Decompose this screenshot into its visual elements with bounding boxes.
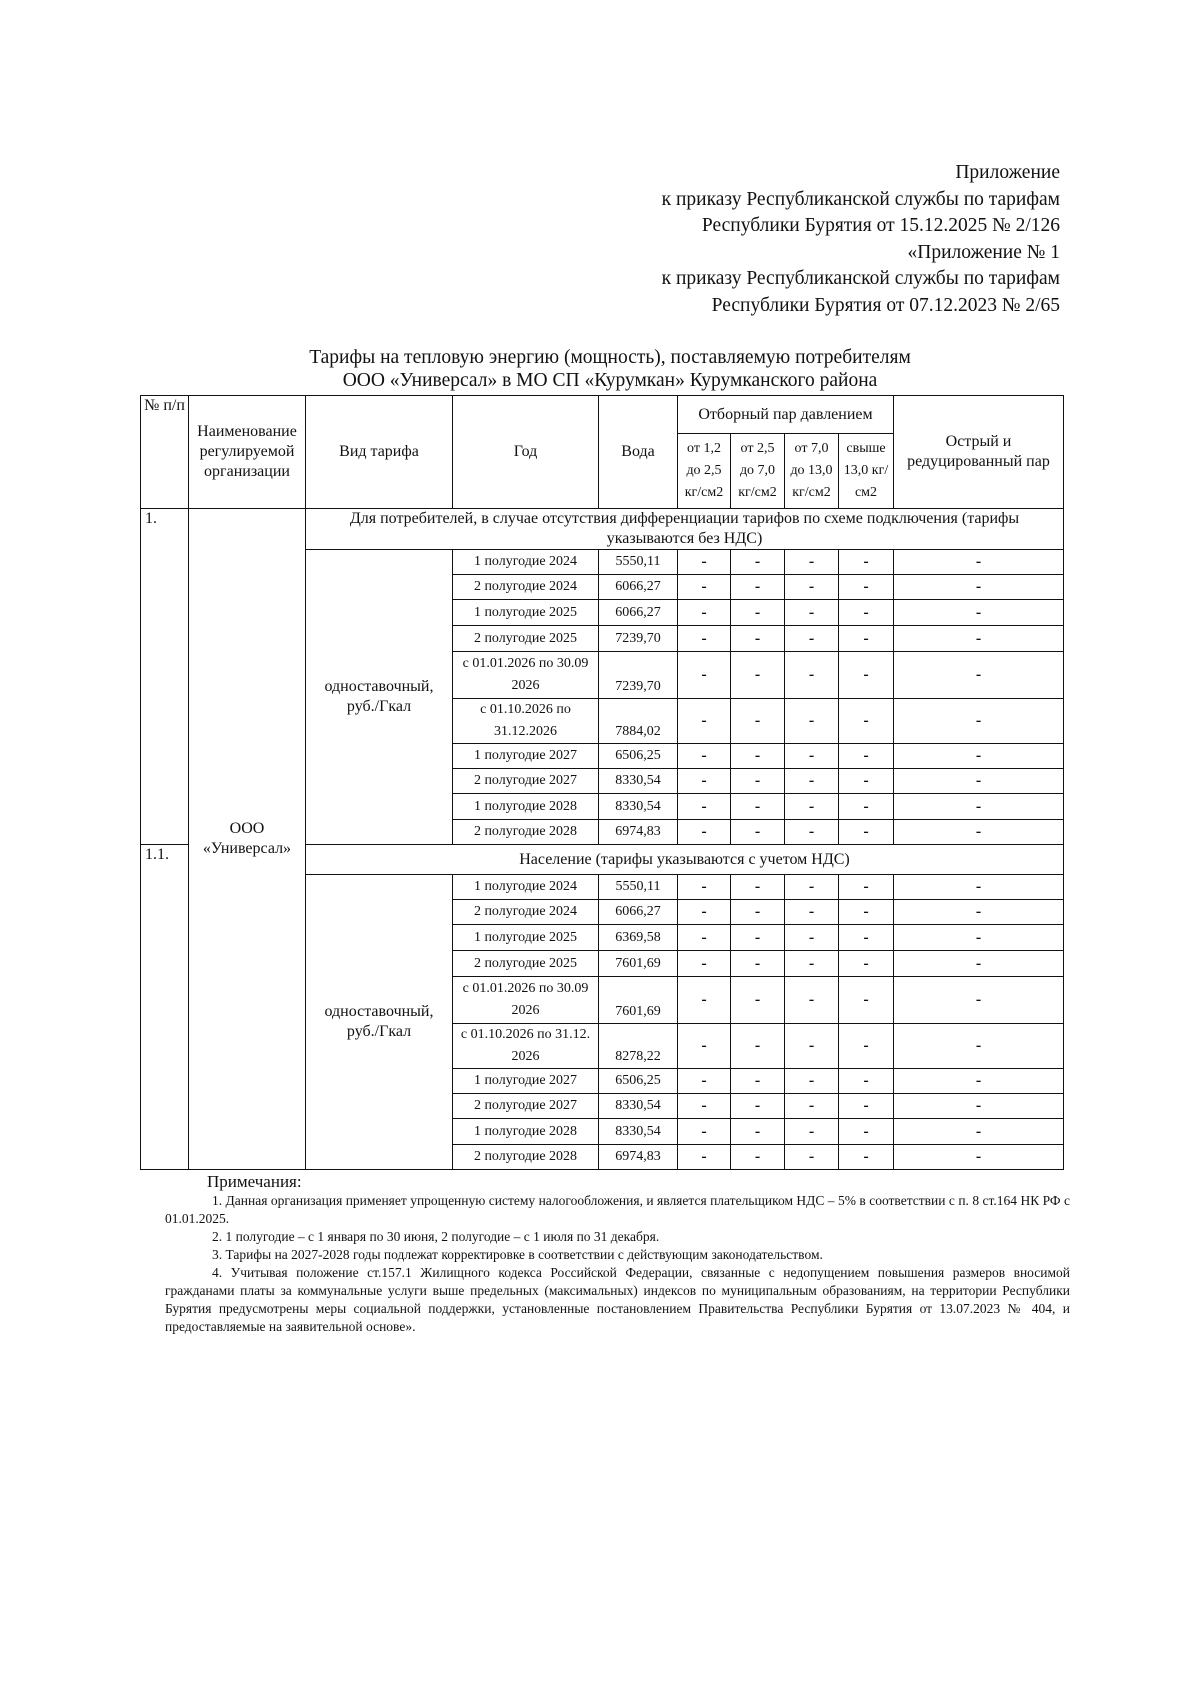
empty-value-dash: - — [678, 600, 731, 626]
empty-value-dash: - — [894, 550, 1064, 575]
empty-value-dash: - — [731, 977, 785, 1024]
period: 1 полугодие 2024 — [453, 550, 599, 575]
title-line: Тарифы на тепловую энергию (мощность), поставляемую потребителям — [309, 347, 911, 368]
empty-value-dash: - — [731, 1024, 785, 1069]
tariff-type: одноставочный, руб./Гкал — [306, 875, 453, 1170]
period: 1 полугодие 2024 — [453, 875, 599, 900]
empty-value-dash: - — [894, 794, 1064, 820]
header-line: Республики Бурятия от 15.12.2025 № 2/126 — [701, 215, 1060, 236]
period: 2 полугодие 2028 — [453, 820, 599, 845]
header-organization: Наименование регулируемой организации — [189, 396, 306, 509]
water-tariff: 6066,27 — [599, 600, 678, 626]
empty-value-dash: - — [785, 1069, 839, 1094]
empty-value-dash: - — [678, 769, 731, 794]
water-tariff: 7239,70 — [599, 652, 678, 699]
empty-value-dash: - — [785, 925, 839, 951]
water-tariff: 7239,70 — [599, 626, 678, 652]
empty-value-dash: - — [894, 575, 1064, 600]
note-item: 4. Учитывая положение ст.157.1 Жилищного кодекса Российской Федерации, связанные с недопущением повышения размеров вносимой гражданами платы за коммунальные услуги выше предельных (максимальных) индексов по муниципальным образованиям, на территории Республики Бурятия предусмотрены меры социальной поддержки, установленные постановлением Правительства Республики Бурятия от 13.07.2023 № 404, и предоставляемые на заявительной основе». — [165, 1265, 1070, 1334]
empty-value-dash: - — [731, 626, 785, 652]
empty-value-dash: - — [839, 744, 894, 769]
header-line: Республики Бурятия от 07.12.2023 № 2/65 — [711, 294, 1060, 316]
empty-value-dash: - — [839, 1145, 894, 1170]
water-tariff: 6369,58 — [599, 925, 678, 951]
water-tariff: 5550,11 — [599, 550, 678, 575]
empty-value-dash: - — [785, 1024, 839, 1069]
empty-value-dash: - — [839, 794, 894, 820]
empty-value-dash: - — [731, 1145, 785, 1170]
empty-value-dash: - — [678, 820, 731, 845]
tariff-type: одноставочный, руб./Гкал — [306, 550, 453, 845]
empty-value-dash: - — [785, 769, 839, 794]
empty-value-dash: - — [894, 925, 1064, 951]
note-item: 2. 1 полугодие – с 1 января по 30 июня, 2 полугодие – с 1 июля по 31 декабря. — [212, 1229, 660, 1244]
notes — [165, 1172, 1070, 1336]
empty-value-dash: - — [678, 626, 731, 652]
empty-value-dash: - — [731, 769, 785, 794]
empty-value-dash: - — [894, 977, 1064, 1024]
table-row — [141, 509, 1064, 550]
empty-value-dash: - — [785, 977, 839, 1024]
empty-value-dash: - — [678, 875, 731, 900]
header-pressure-range: от 1,2 до 2,5 кг/см2 — [678, 434, 731, 509]
header-line: «Приложение № 1 — [907, 241, 1060, 263]
section-title: Население (тарифы указываются с учетом НДС) — [306, 845, 1064, 875]
water-tariff: 6974,83 — [599, 1145, 678, 1170]
water-tariff: 8278,22 — [599, 1024, 678, 1069]
document-title — [150, 346, 1070, 392]
header-line: к приказу Республиканской службы по тарифам — [661, 268, 1060, 289]
empty-value-dash: - — [894, 951, 1064, 977]
header-extraction-steam: Отборный пар давлением — [678, 396, 894, 434]
section-title: Для потребителей, в случае отсутствия дифференциации тарифов по схеме подключения (тарифы указываются без НДС) — [306, 509, 1064, 550]
empty-value-dash: - — [731, 1069, 785, 1094]
empty-value-dash: - — [839, 900, 894, 925]
header-line: Приложение — [955, 162, 1060, 183]
empty-value-dash: - — [785, 900, 839, 925]
empty-value-dash: - — [785, 794, 839, 820]
period: 1 полугодие 2025 — [453, 600, 599, 626]
empty-value-dash: - — [894, 652, 1064, 699]
period: с 01.10.2026 по 31.12. 2026 — [453, 1024, 599, 1069]
period: с 01.10.2026 по 31.12.2026 — [453, 699, 599, 744]
period: 1 полугодие 2027 — [453, 1069, 599, 1094]
empty-value-dash: - — [731, 699, 785, 744]
empty-value-dash: - — [785, 652, 839, 699]
empty-value-dash: - — [839, 626, 894, 652]
empty-value-dash: - — [785, 820, 839, 845]
empty-value-dash: - — [894, 744, 1064, 769]
header-num: № п/п — [141, 396, 189, 509]
header-pressure-range: от 7,0 до 13,0 кг/см2 — [785, 434, 839, 509]
water-tariff: 7601,69 — [599, 951, 678, 977]
empty-value-dash: - — [678, 900, 731, 925]
water-tariff: 8330,54 — [599, 1119, 678, 1145]
header-year: Год — [453, 396, 599, 509]
empty-value-dash: - — [839, 820, 894, 845]
empty-value-dash: - — [894, 1094, 1064, 1119]
empty-value-dash: - — [839, 1119, 894, 1145]
empty-value-dash: - — [839, 769, 894, 794]
empty-value-dash: - — [839, 550, 894, 575]
empty-value-dash: - — [894, 699, 1064, 744]
empty-value-dash: - — [678, 951, 731, 977]
period: 1 полугодие 2025 — [453, 925, 599, 951]
water-tariff: 8330,54 — [599, 794, 678, 820]
empty-value-dash: - — [894, 626, 1064, 652]
empty-value-dash: - — [839, 925, 894, 951]
water-tariff: 6066,27 — [599, 575, 678, 600]
water-tariff: 5550,11 — [599, 875, 678, 900]
empty-value-dash: - — [731, 925, 785, 951]
empty-value-dash: - — [785, 1094, 839, 1119]
empty-value-dash: - — [894, 1119, 1064, 1145]
empty-value-dash: - — [731, 652, 785, 699]
empty-value-dash: - — [839, 699, 894, 744]
water-tariff: 7601,69 — [599, 977, 678, 1024]
empty-value-dash: - — [678, 794, 731, 820]
period: 1 полугодие 2028 — [453, 794, 599, 820]
empty-value-dash: - — [731, 744, 785, 769]
period: 1 полугодие 2028 — [453, 1119, 599, 1145]
empty-value-dash: - — [839, 575, 894, 600]
table-row — [141, 396, 1064, 434]
empty-value-dash: - — [839, 875, 894, 900]
empty-value-dash: - — [731, 1094, 785, 1119]
empty-value-dash: - — [894, 1069, 1064, 1094]
empty-value-dash: - — [678, 977, 731, 1024]
header-pressure-range: свыше 13,0 кг/см2 — [839, 434, 894, 509]
empty-value-dash: - — [785, 699, 839, 744]
empty-value-dash: - — [894, 900, 1064, 925]
water-tariff: 6506,25 — [599, 1069, 678, 1094]
period: 2 полугодие 2024 — [453, 900, 599, 925]
empty-value-dash: - — [839, 1069, 894, 1094]
empty-value-dash: - — [785, 1119, 839, 1145]
empty-value-dash: - — [678, 550, 731, 575]
empty-value-dash: - — [785, 744, 839, 769]
empty-value-dash: - — [678, 1069, 731, 1094]
title-line: ООО «Универсал» в МО СП «Курумкан» Курумканского района — [342, 370, 878, 391]
empty-value-dash: - — [785, 550, 839, 575]
empty-value-dash: - — [785, 1145, 839, 1170]
empty-value-dash: - — [894, 769, 1064, 794]
water-tariff: 8330,54 — [599, 769, 678, 794]
empty-value-dash: - — [678, 1024, 731, 1069]
appendix-header — [662, 160, 1060, 319]
empty-value-dash: - — [839, 1024, 894, 1069]
period: 2 полугодие 2027 — [453, 769, 599, 794]
header-pressure-range: от 2,5 до 7,0 кг/см2 — [731, 434, 785, 509]
period: с 01.01.2026 по 30.09 2026 — [453, 652, 599, 699]
empty-value-dash: - — [678, 699, 731, 744]
note-item: 1. Данная организация применяет упрощенную систему налогообложения, и является плательщиком НДС – 5% в соответствии с п. 8 ст.164 НК РФ с 01.01.2025. — [165, 1193, 1070, 1226]
empty-value-dash: - — [731, 875, 785, 900]
period: 2 полугодие 2028 — [453, 1145, 599, 1170]
water-tariff: 6506,25 — [599, 744, 678, 769]
section-number: 1.1. — [141, 845, 189, 1170]
empty-value-dash: - — [678, 652, 731, 699]
empty-value-dash: - — [678, 575, 731, 600]
empty-value-dash: - — [839, 1094, 894, 1119]
empty-value-dash: - — [894, 1145, 1064, 1170]
water-tariff: 7884,02 — [599, 699, 678, 744]
empty-value-dash: - — [839, 951, 894, 977]
period: 1 полугодие 2027 — [453, 744, 599, 769]
organization-name: ООО «Универсал» — [189, 509, 306, 1170]
period: 2 полугодие 2025 — [453, 951, 599, 977]
header-line: к приказу Республиканской службы по тарифам — [661, 188, 1060, 210]
empty-value-dash: - — [785, 875, 839, 900]
empty-value-dash: - — [678, 1145, 731, 1170]
period: 2 полугодие 2024 — [453, 575, 599, 600]
water-tariff: 6066,27 — [599, 900, 678, 925]
water-tariff: 8330,54 — [599, 1094, 678, 1119]
empty-value-dash: - — [839, 977, 894, 1024]
empty-value-dash: - — [785, 575, 839, 600]
tariff-table — [140, 395, 1064, 1170]
empty-value-dash: - — [894, 1024, 1064, 1069]
empty-value-dash: - — [894, 600, 1064, 626]
empty-value-dash: - — [839, 652, 894, 699]
empty-value-dash: - — [785, 626, 839, 652]
empty-value-dash: - — [894, 820, 1064, 845]
empty-value-dash: - — [678, 744, 731, 769]
notes-heading: Примечания: — [207, 1172, 302, 1191]
header-water: Вода — [599, 396, 678, 509]
empty-value-dash: - — [678, 925, 731, 951]
header-tariff-type: Вид тарифа — [306, 396, 453, 509]
empty-value-dash: - — [785, 951, 839, 977]
empty-value-dash: - — [731, 951, 785, 977]
empty-value-dash: - — [894, 875, 1064, 900]
empty-value-dash: - — [731, 1119, 785, 1145]
empty-value-dash: - — [785, 600, 839, 626]
note-item: 3. Тарифы на 2027-2028 годы подлежат корректировке в соответствии с действующим законодательством. — [212, 1247, 823, 1262]
section-number: 1. — [141, 509, 189, 845]
period: 2 полугодие 2025 — [453, 626, 599, 652]
empty-value-dash: - — [731, 550, 785, 575]
period: с 01.01.2026 по 30.09 2026 — [453, 977, 599, 1024]
empty-value-dash: - — [731, 900, 785, 925]
header-sharp-steam: Острый и редуцированный пар — [894, 396, 1064, 509]
empty-value-dash: - — [731, 794, 785, 820]
empty-value-dash: - — [731, 820, 785, 845]
empty-value-dash: - — [839, 600, 894, 626]
empty-value-dash: - — [678, 1094, 731, 1119]
water-tariff: 6974,83 — [599, 820, 678, 845]
empty-value-dash: - — [678, 1119, 731, 1145]
empty-value-dash: - — [731, 600, 785, 626]
period: 2 полугодие 2027 — [453, 1094, 599, 1119]
empty-value-dash: - — [731, 575, 785, 600]
